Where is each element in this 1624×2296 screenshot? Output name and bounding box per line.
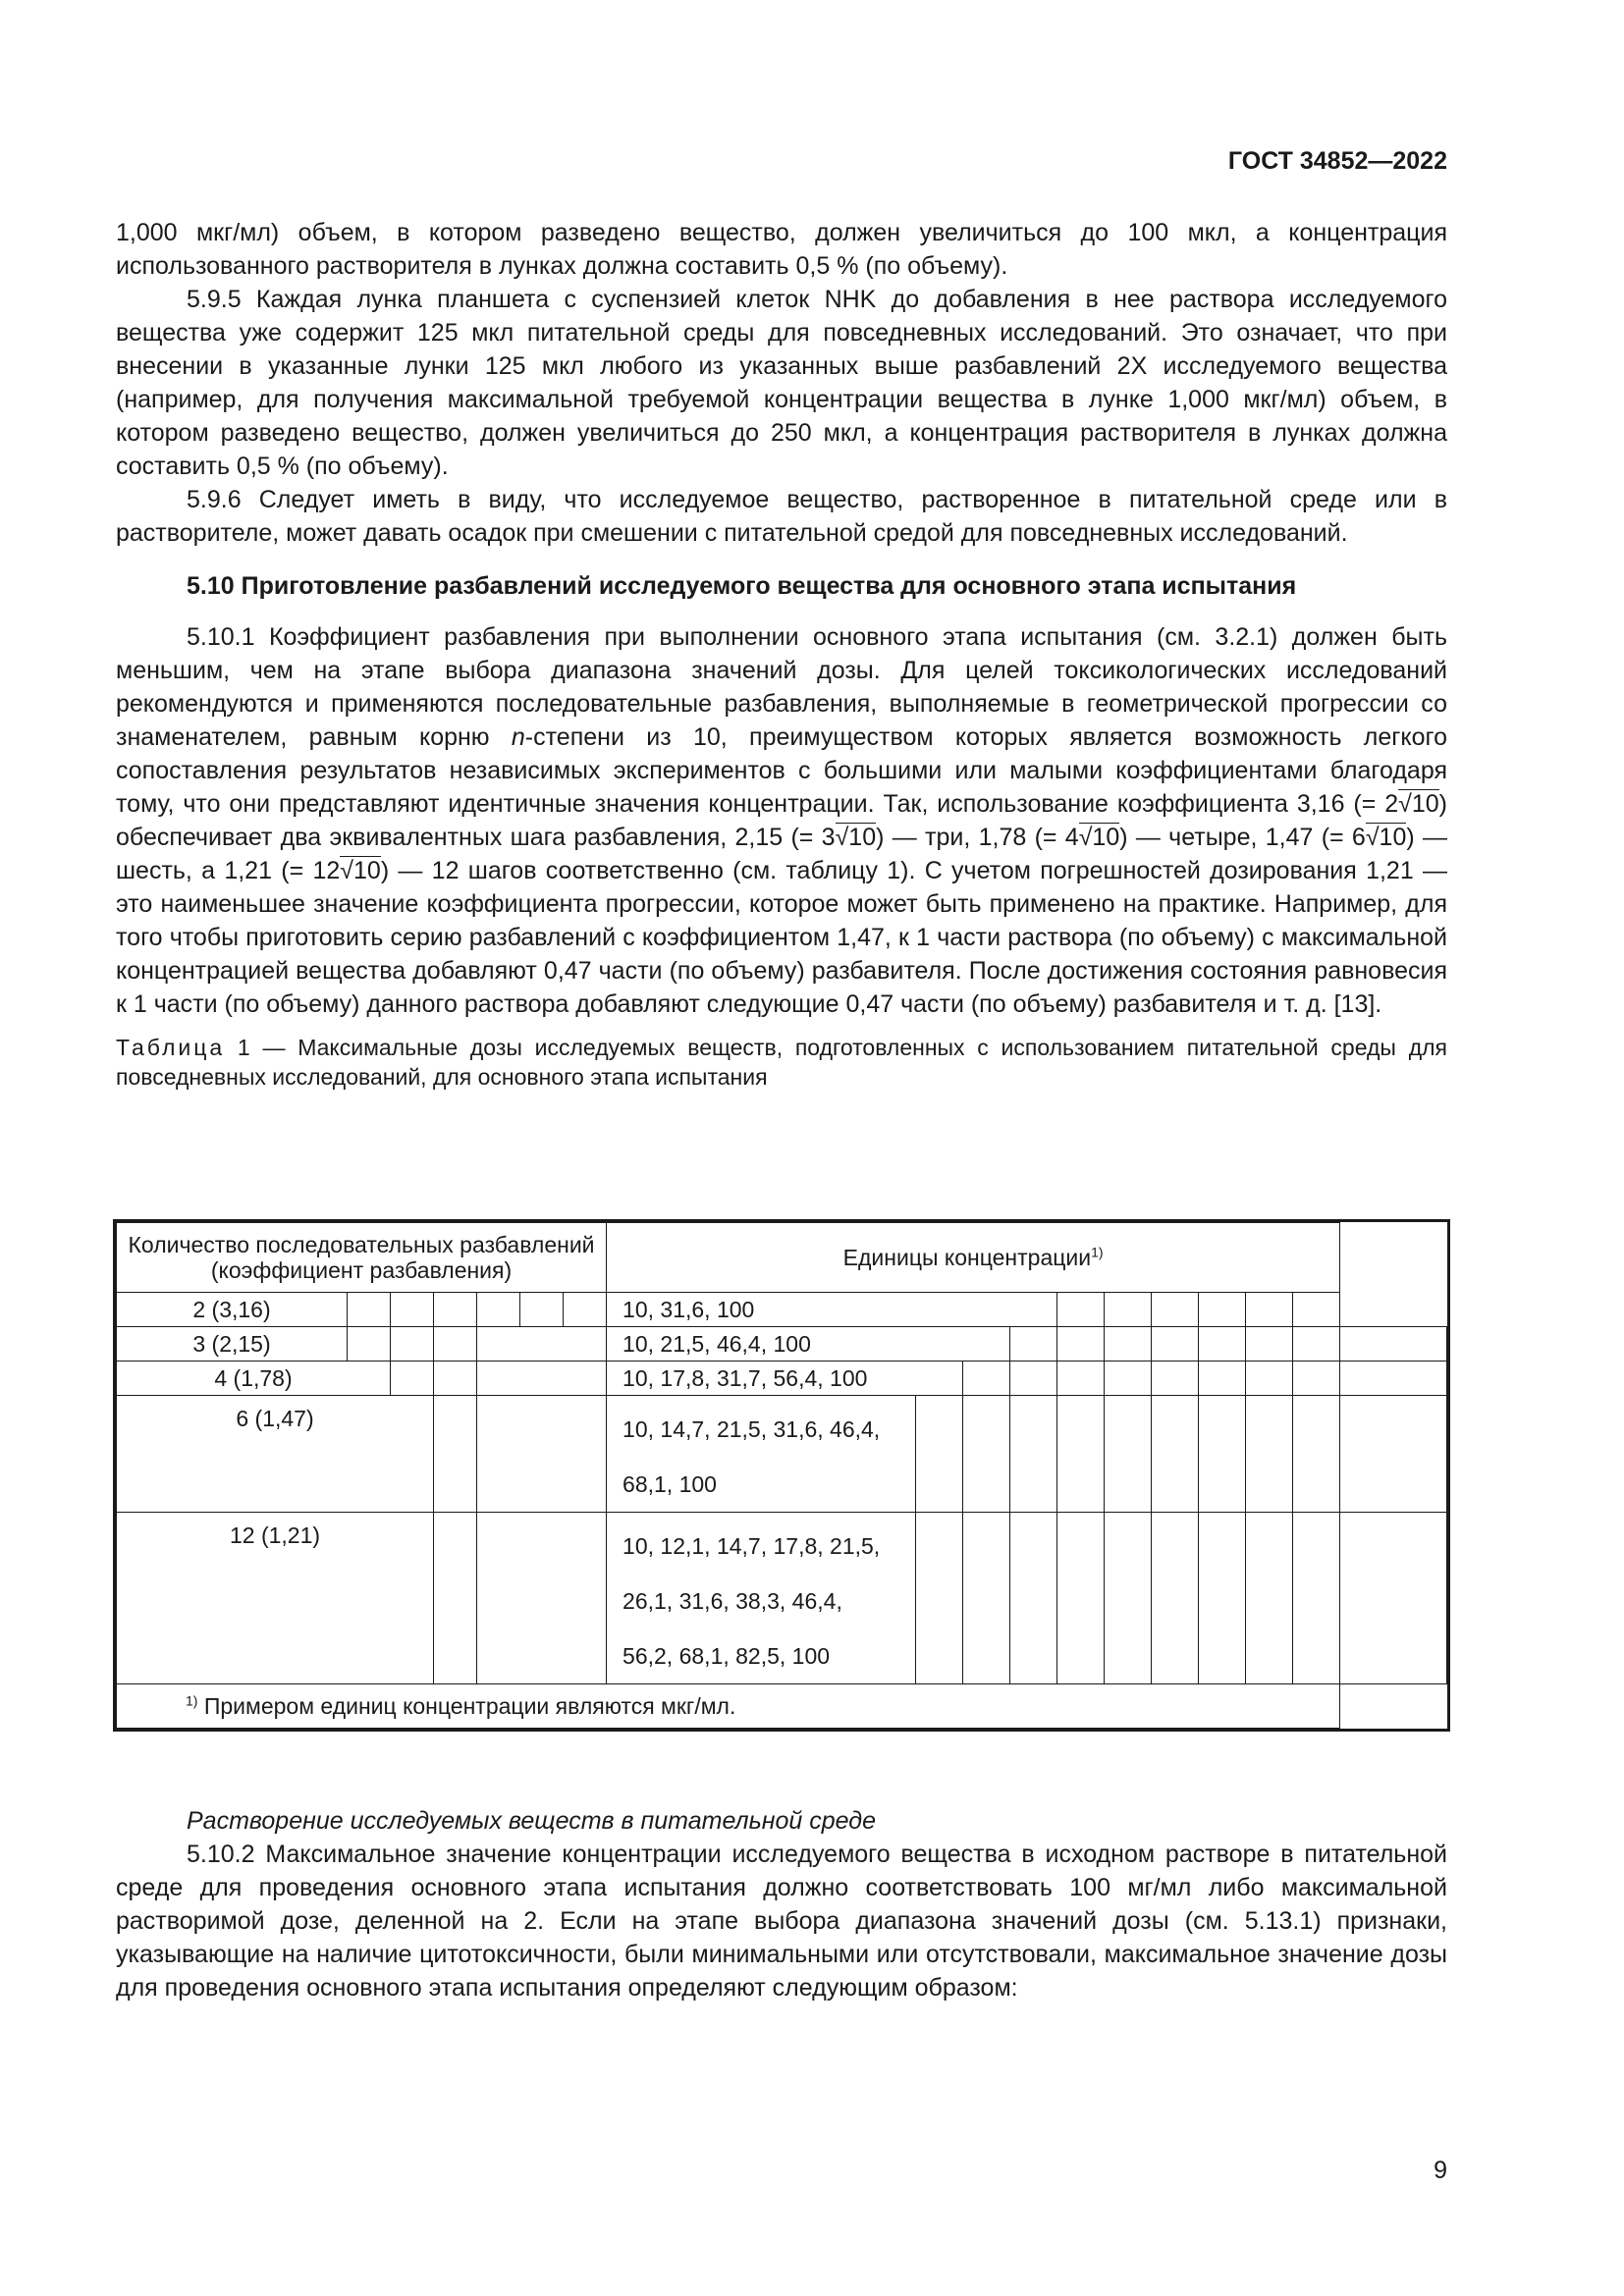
paragraph-5-9-5: 5.9.5 Каждая лунка планшета с суспензией клеток NHK до добавления в нее раствора исследуемого вещества уже содержит 125 мкл питательной среды для повседневных исследований. Это означает, что при внесении в указанные лунки 125 мкл любого из указанных выше разбавлений 2Х исследуемого вещества (например, для получения максимальной требуемой концентрации вещества в лунке 1,000 мкг/мл) объем, в котором разведено вещество, должен увеличиться до 250 мкл, а концентрация растворителя в лунках должна составить 0,5 % (по объему). xyxy=(116,286,1447,480)
body-text-top xyxy=(116,216,1447,1092)
root-10: √10 xyxy=(1078,824,1120,851)
table-caption: Таблица 1 — Максимальные дозы исследуемых веществ, подготовленных с использованием питательной среды для повседневных исследований, для основного этапа испытания xyxy=(116,1035,1447,1090)
table-row xyxy=(117,1362,1447,1396)
row-values: 10, 21,5, 46,4, 100 xyxy=(607,1327,1010,1362)
root-10: √10 xyxy=(340,857,381,884)
body-text-bottom xyxy=(116,1804,1447,2004)
section-5-10-title: 5.10 Приготовление разбавлений исследуемого вещества для основного этапа испытания xyxy=(187,572,1297,600)
dilution-table xyxy=(116,1222,1447,1729)
header-dilutions: Количество последовательных разбавлений (коэффициент разбавления) xyxy=(117,1223,607,1293)
row-label: 2 (3,16) xyxy=(117,1293,348,1327)
row-label: 12 (1,21) xyxy=(117,1513,434,1684)
page-number: 9 xyxy=(1434,2157,1447,2184)
paragraph-5-9-6: 5.9.6 Следует иметь в виду, что исследуемое вещество, растворенное в питательной среде или в растворителе, может давать осадок при смешении с питательной средой для повседневных исследований. xyxy=(116,486,1447,547)
paragraph-5-10-1: 5.10.1 Коэффициент разбавления при выполнении основного этапа испытания (см. 3.2.1) должен быть меньшим, чем на этапе выбора диапазона значений дозы. Для целей токсикологических исследований рекомендуются и применяются последовательные разбавления, выполняемые в геометрической прогрессии со знаменателем, равным корню n-степени из 10, преимуществом которых является возможность легкого сопоставления результатов независимых экспериментов с большими или малыми коэффициентами благодаря тому, что они представляют идентичные значения концентрации. Так, использование коэффициента 3,16 (= 2√10) обеспечивает два эквивалентных шага разбавления, 2,15 (= 3√10) — три, 1,78 (= 4√10) — четыре, 1,47 (= 6√10) — шесть, а 1,21 (= 12√10) — 12 шагов соответственно (см. таблицу 1). С учетом погрешностей дозирования 1,21 — это наименьшее значение коэффициента прогрессии, которое может быть применено на практике. Например, для того чтобы приготовить серию разбавлений с коэффициентом 1,47, к 1 части раствора (по объему) с максимальной концентрацией вещества добавляют 0,47 части (по объему) разбавителя. После достижения состояния равновесия к 1 части (по объему) данного раствора добавляют следующие 0,47 части (по объему) разбавителя и т. д. [13]. xyxy=(116,623,1448,1018)
table-header-row xyxy=(117,1223,1447,1293)
row-label: 4 (1,78) xyxy=(117,1362,391,1396)
table-footnote: $^{1)}$ Примером единиц концентрации являются мкг/мл. xyxy=(117,1684,1340,1729)
row-values: 10, 17,8, 31,7, 56,4, 100 xyxy=(607,1362,963,1396)
table-row xyxy=(117,1293,1447,1327)
table-row xyxy=(117,1396,1447,1513)
table-row xyxy=(117,1513,1447,1684)
root-10: √10 xyxy=(1365,824,1407,851)
paragraph-continuation: 1,000 мкг/мл) объем, в котором разведено вещество, должен увеличиться до 100 мкл, а концентрация использованного растворителя в лунках должна составить 0,5 % (по объему). xyxy=(116,219,1447,280)
row-values: 10, 12,1, 14,7, 17,8, 21,5, 26,1, 31,6, 38,3, 46,4, 56,2, 68,1, 82,5, 100 xyxy=(607,1513,916,1684)
root-10: √10 xyxy=(1398,790,1439,818)
row-label: 3 (2,15) xyxy=(117,1327,348,1362)
table-row xyxy=(117,1327,1447,1362)
row-values: 10, 31,6, 100 xyxy=(607,1293,1057,1327)
root-10: √10 xyxy=(835,824,877,851)
header-concentration-units: Единицы концентрации$^{1)}$ xyxy=(607,1223,1340,1293)
paragraph-5-10-2: 5.10.2 Максимальное значение концентрации исследуемого вещества в исходном растворе в питательной среде для проведения основного этапа испытания должно соответствовать 100 мг/мл либо максимальной растворимой дозе, деленной на 2. Если на этапе выбора диапазона значений дозы (см. 5.13.1) признаки, указывающие на наличие цитотоксичности, были минимальными или отсутствовали, максимальное значение дозы для проведения основного этапа испытания определяют следующим образом: xyxy=(116,1841,1447,2002)
document-id-header: ГОСТ 34852—2022 xyxy=(1227,147,1447,175)
row-label: 6 (1,47) xyxy=(117,1396,434,1513)
row-values: 10, 14,7, 21,5, 31,6, 46,4, 68,1, 100 xyxy=(607,1396,916,1513)
subheading-dissolution: Растворение исследуемых веществ в питательной среде xyxy=(187,1807,877,1835)
table-footnote-row xyxy=(117,1684,1447,1729)
